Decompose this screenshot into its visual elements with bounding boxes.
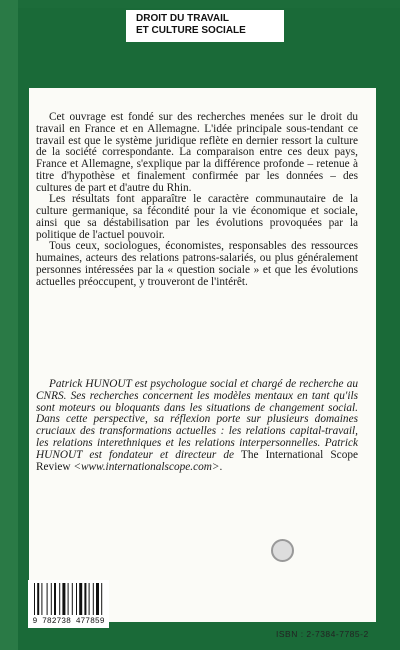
- description-paragraph: Les résultats font apparaître le caractère communautaire de la culture germanique, sa fécondité pour la vie économique et sociale, ainsi que sa déstabilisation par les évolutions provoquées par la politique de l'actuel pouvoir.: [36, 193, 358, 241]
- barcode-bar: [59, 583, 60, 615]
- description-paragraph: Tous ceux, sociologues, économistes, responsables des ressources humaines, acteurs des relations patrons-salariés, ou plus généralement personnes intéressées par la « question sociale » et que les évolutions actuelles préoccupent, y trouveront de l'intérêt.: [36, 240, 358, 288]
- author-bio: [36, 379, 358, 473]
- barcode-bar: [79, 583, 82, 615]
- barcode-bar: [51, 583, 52, 615]
- barcode-bar: [93, 583, 94, 615]
- series-label: [126, 10, 284, 42]
- description-paragraph: Cet ouvrage est fondé sur des recherches menées sur le droit du travail en France et en Allemagne. L'idée principale sous-tendant ce travail est que le système juridique reflète en dernier ressort la culture de la société correspondante. La comparaison entre ces deux pays, France et Allemagne, s'explique par la différence profonde – retenue à titre d'hypothèse et finalement confirmée par les données – des cultures de part et d'autre du Rhin.: [36, 111, 358, 194]
- barcode-bar: [76, 583, 77, 615]
- barcode-number: 9 782738 477859: [32, 617, 105, 626]
- series-line-2: ET CULTURE SOCIALE: [136, 25, 246, 36]
- bio-end: .: [219, 460, 223, 473]
- barcode-bar: [89, 583, 90, 615]
- review-url: <www.internationalscope.com>: [73, 460, 220, 473]
- barcode: [28, 580, 109, 628]
- book-description: [36, 112, 358, 288]
- barcode-bar: [101, 583, 102, 615]
- barcode-bar: [62, 583, 65, 615]
- barcode-bar: [41, 583, 42, 615]
- barcode-bar: [34, 583, 35, 615]
- review-title: The International Scope Review: [36, 448, 358, 473]
- publisher-logo: [271, 539, 294, 562]
- barcode-bar: [37, 583, 39, 615]
- series-line-1: DROIT DU TRAVAIL: [136, 13, 229, 24]
- barcode-bar: [47, 583, 48, 615]
- barcode-bar: [72, 583, 73, 615]
- barcode-bar: [68, 583, 69, 615]
- barcode-bar: [96, 583, 99, 615]
- isbn: ISBN : 2-7384-7785-2: [276, 629, 369, 639]
- author-bio-text: Patrick HUNOUT est psychologue social et chargé de recherche au CNRS. Ses recherches concernent les modèles mentaux en tant qu'ils sont moteurs ou bloquants dans les situations de changement social. Dans cette perspective, sa réflexion porte sur plusieurs domaines cruciaux des transformations actuelles : les relations capital-travail, les relations interethniques et les relations interpersonnelles. Patrick HUNOUT est fondateur et directeur de: [36, 378, 358, 461]
- barcode-bars: [28, 580, 109, 618]
- barcode-bar: [84, 583, 86, 615]
- barcode-bar: [54, 583, 56, 615]
